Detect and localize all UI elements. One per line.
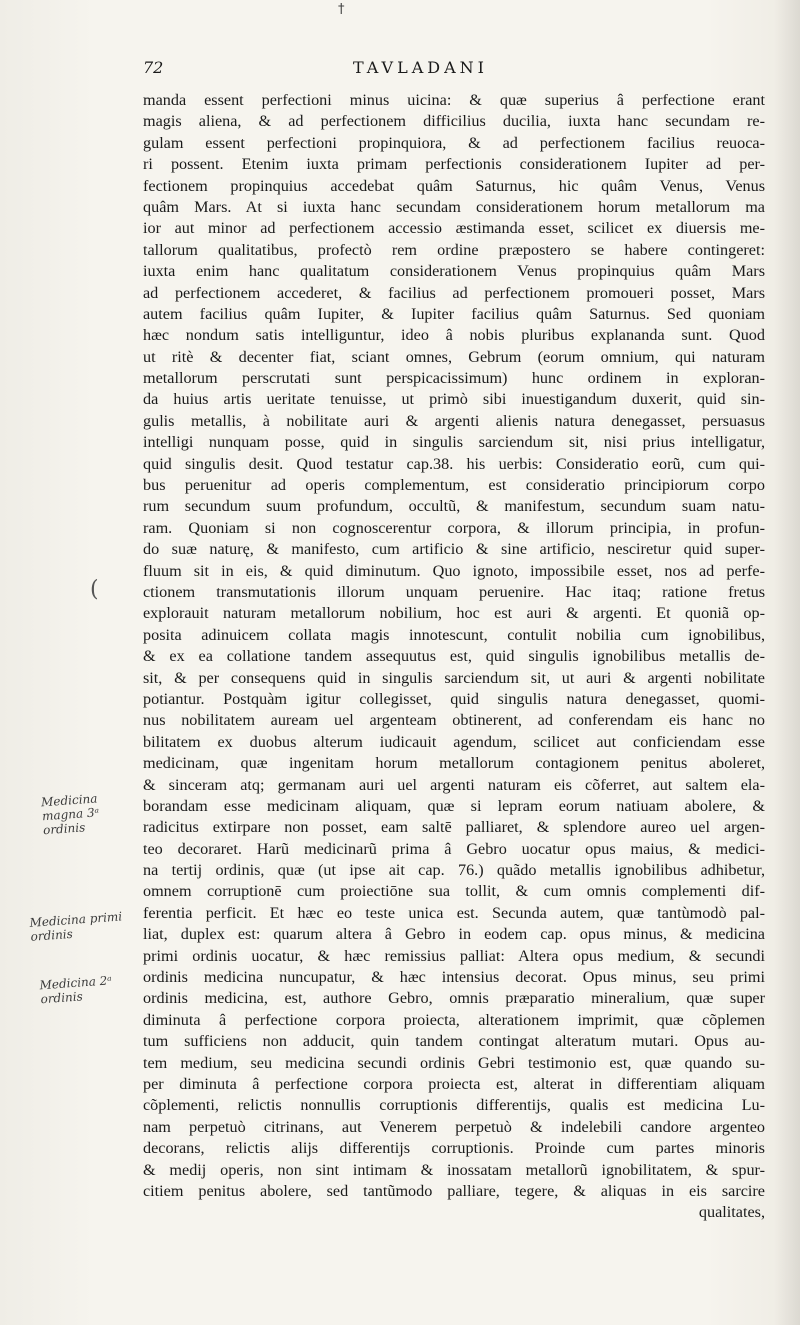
text-line: ordinis medicina nuncupatur, & hæc intensius decorat. Opus minus, seu primi [143, 968, 765, 987]
text-line: explorauit naturam metallorum nobilium, hoc est auri & argenti. Et quoniã op- [143, 604, 765, 623]
text-line: nus nobilitatem auream uel argenteam obtinerent, ad conferendam eis hanc no [143, 711, 765, 730]
text-line: da huius artis ueritate tenuisse, ut primò sibi inuestigandum duxerit, quid sin- [143, 390, 765, 409]
text-line: manda essent perfectioni minus uicina: & quæ superius â perfectione erant [143, 91, 765, 109]
text-line: tum sufficiens non adducit, quin tandem contingat alteratum mutari. Opus au- [143, 1032, 765, 1051]
margin-note-medicina-magna: Medicina magna 3ᵃ ordinis [40, 791, 100, 838]
text-line: posita adinuicem collata magis innotescunt, contulit nobilia cum ignobilibus, [143, 625, 765, 644]
page-header [143, 58, 763, 82]
text-line: qualitates, [698, 1203, 765, 1222]
text-line: primi ordinis uocatur, & hæc remissius palliat: Altera opus medium, & secundi [143, 946, 765, 965]
text-line: ram. Quoniam si non cognoscerentur corpora, & illorum principia, in profun- [143, 518, 765, 537]
text-line: gulam essent perfectioni propinquiora, & ad perfectionem facilius reuoca- [143, 133, 765, 152]
text-line: & ex ea collatione tandem assequutus est, quid singulis ignobilibus metallis de- [143, 647, 765, 666]
text-line: autem facilius quâm Iupiter, & Iupiter facilius quâm Saturnus. Sed quoniam [143, 304, 765, 323]
text-line: citiem penitus abolere, sed tantũmodo palliare, tegere, & aliquas in eis sarcire [143, 1181, 765, 1200]
text-line: sit, & per consequens quid in singulis sarciendum sit, ut auri & argenti nobilitate [143, 668, 765, 687]
margin-bracket: ( [90, 577, 99, 602]
text-line: na tertij ordinis, quæ (ut ipse ait cap. 76.) quãdo metallis ignobilibus adhibetur, [143, 861, 765, 880]
text-line: gulis metallis, à nobilitate auri & argenti alienis natura denegasset, persuasus [143, 411, 765, 430]
text-line: ad perfectionem accederet, & facilius ad perfectionem promoueri posset, Mars [143, 283, 765, 302]
top-mark: † [338, 2, 345, 17]
text-line: iuxta enim hanc qualitatum considerationem Venus propinquius quâm Mars [143, 262, 765, 281]
text-line: ri possent. Etenim iuxta primam perfectionis considerationem Iupiter ad per- [143, 155, 765, 174]
spine-shadow [774, 0, 800, 1325]
text-line: teo decoraret. Harũ medicinarũ prima â Gebro uocatur opus maius, & medici- [143, 839, 765, 858]
margin-note-medicina-primi-ordinis: Medicina primi ordinis [29, 909, 123, 944]
text-line: metallorum perscrutati sunt perspicacissimum) hunc ordinem in exploran- [143, 369, 765, 388]
text-line: ut ritè & decenter fiat, sciant omnes, Gebrum (eorum omnium, qui naturam [143, 347, 765, 366]
body-text [143, 90, 765, 1224]
text-line: bus peruenitur ad operis complementum, est consideratio principiorum corpo [143, 476, 765, 495]
text-line: ior aut minor ad perfectionem accessio æstimanda esset, scilicet ex diuersis me- [143, 219, 765, 238]
text-line: potiantur. Postquàm igitur collegisset, quid singulis natura denegasset, quomi- [143, 689, 765, 708]
text-line: hæc nondum satis intelliguntur, ideo â nobis pluribus explananda sunt. Quod [143, 326, 765, 345]
text-line: tem medium, seu medicina secundi ordinis Gebri testimonio est, quæ quando su- [143, 1053, 765, 1072]
text-line: per diminuta â perfectione corpora proiecta est, alterat in differentiam aliquam [143, 1074, 765, 1093]
page-number: 72 [143, 58, 164, 77]
text-line: fectionem propinquius accedebat quâm Saturnus, hic quâm Venus, Venus [143, 176, 765, 195]
text-line: diminuta â perfectione corpora proiecta, alterationem imprimit, quæ cõplemen [143, 1010, 765, 1029]
text-line: ctionem transmutationis illorum unquam peruenire. Hac itaq; ratione fretus [143, 582, 765, 601]
text-line: do suæ naturę, & manifesto, cum artificio & sine artificio, nesciretur quid super- [143, 540, 765, 559]
text-line: intelligi nunquam posse, quid in singulis sarciendum sit, nisi prius intelligatur, [143, 433, 765, 452]
text-line: ferentia perficit. Et hæc eo teste unica est. Secunda autem, quæ tantùmodò pal- [143, 903, 765, 922]
text-line: liat, duplex est: quarum altera â Gebro in eodem cap. opus minus, & medicina [143, 925, 765, 944]
text-line: rum secundum suum profundum, occultũ, & manifestum, secundum suam natu- [143, 497, 765, 516]
text-line: cõplementi, relictis nonnullis corruptionis differentijs, qualis est medicina Lu- [143, 1096, 765, 1115]
text-line: radicitus extirpare non posset, eam saltē palliaret, & splendore aureo uel argen- [143, 818, 765, 837]
text-line: & sinceram atq; germanam auri uel argenti naturam eis cõferret, aut saltem ela- [143, 775, 765, 794]
text-line: borandam esse medicinam aliquam, quæ si lepram eorum natiuam abolere, & [143, 796, 765, 815]
text-line: omnem corruptionē cum proiectiōne sua tollit, & cum omnis complementi dif- [143, 882, 765, 901]
text-line: fluum sit in eis, & quid diminutum. Quo ignoto, impossibile esset, nos ad perfe- [143, 561, 765, 580]
text-line: quid singulis desit. Quod testatur cap.38. his uerbis: Consideratio eorũ, cum qui- [143, 454, 765, 473]
text-line: ordinis medicina, est, authore Gebro, omnis præparatio mineralium, quæ super [143, 989, 765, 1008]
text-line: quâm Mars. At si iuxta hanc secundam considerationem horum metallorum ma [143, 197, 765, 216]
text-line: & medij operis, non sint intimam & inossatam metallorũ ignobilitatem, & spur- [143, 1160, 765, 1179]
text-line: decorans, relictis alijs differentijs corruptionis. Proinde cum partes minoris [143, 1139, 765, 1158]
text-line: tallorum qualitatibus, profectò rem ordine præpostero se habere contingeret: [143, 240, 765, 259]
text-line: bilitatem ex duobus alterum iudicauit agendum, scilicet aut conficiendam esse [143, 732, 765, 751]
margin-note-medicina-secundi-ordinis: Medicina 2ᵃ ordinis [39, 973, 113, 1007]
text-line: medicinam, quæ ingenitam horum metallorum contagionem penitus aboleret, [143, 754, 765, 773]
text-line: nam perpetuò citrinans, aut Venerem perpetuò & indelebili candore argenteo [143, 1117, 765, 1136]
text-line: magis aliena, & ad perfectionem difficilius ducilia, iuxta hanc secundam re- [143, 112, 765, 131]
running-title: TAVLADANI [353, 58, 488, 77]
